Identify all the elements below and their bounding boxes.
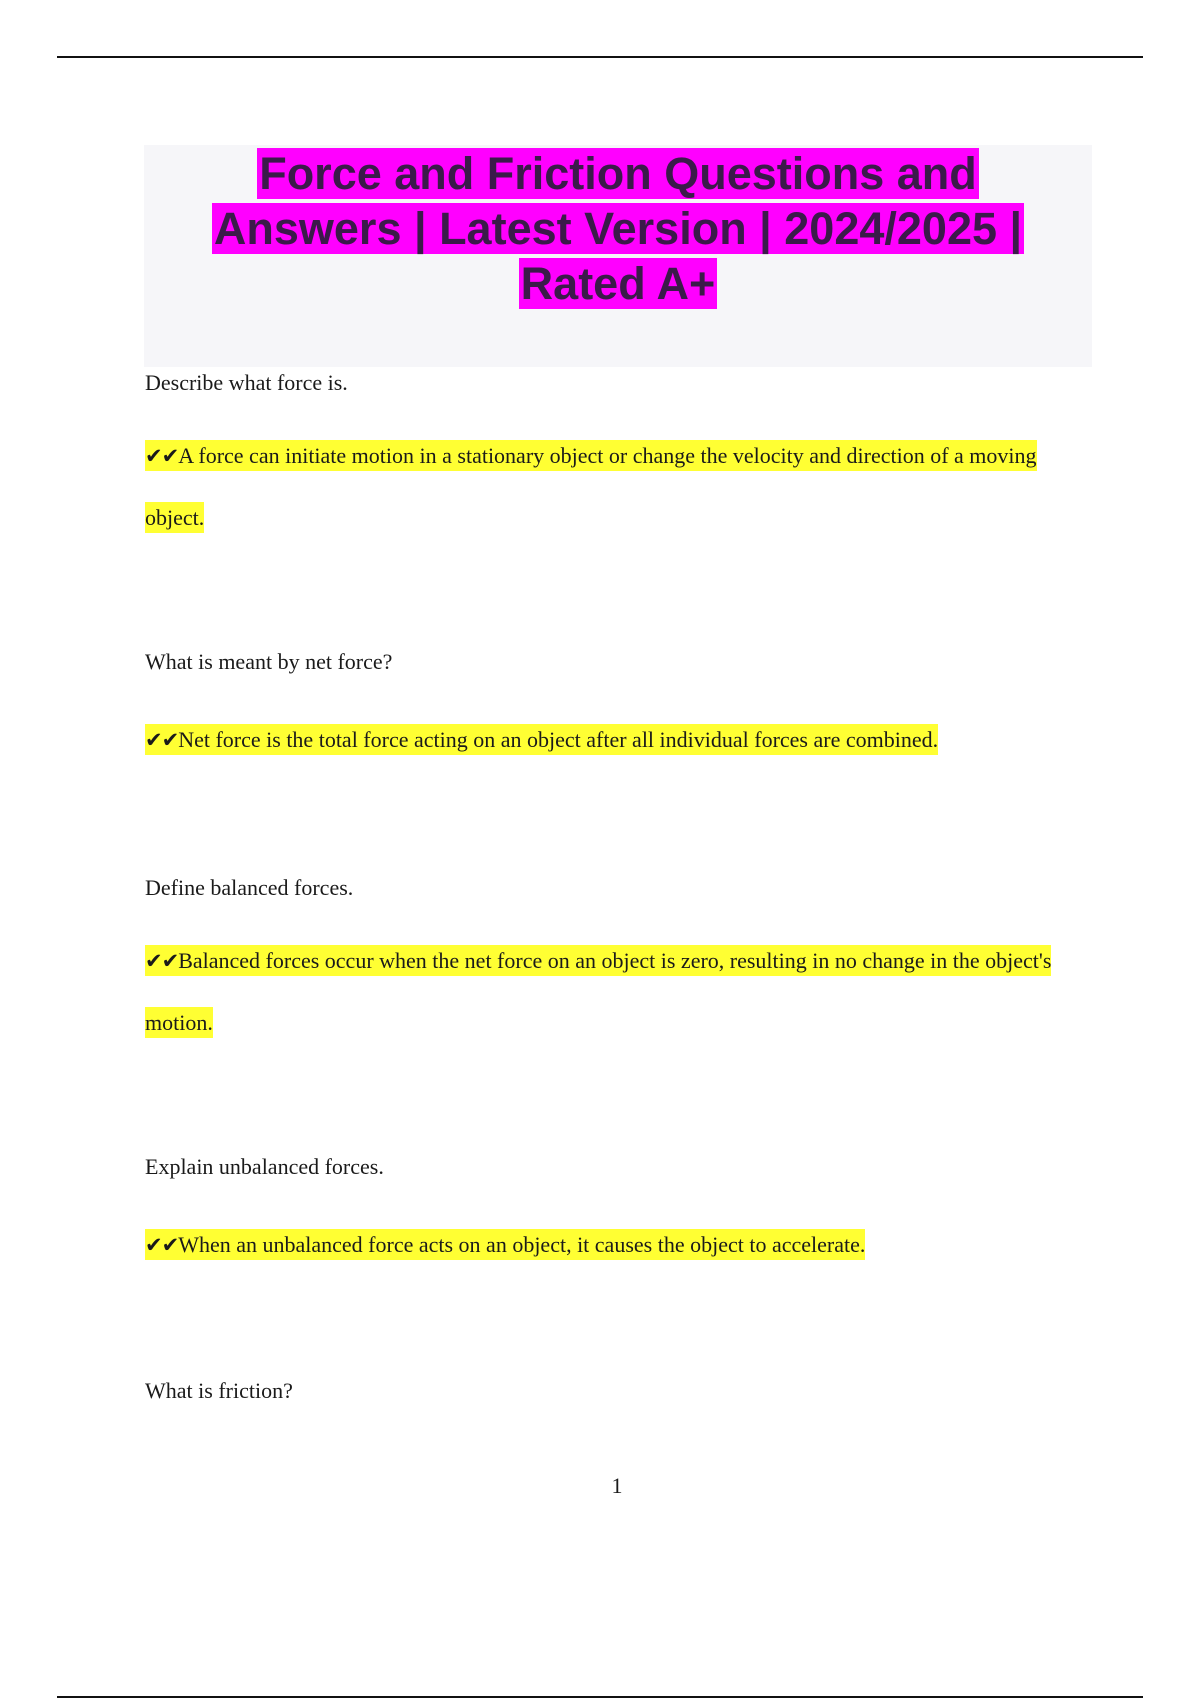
qa-item-4 xyxy=(145,1153,1075,1276)
question-text: What is meant by net force? xyxy=(145,649,393,674)
document-title xyxy=(144,146,1092,311)
answer-text xyxy=(145,425,1075,548)
question-text: Explain unbalanced forces. xyxy=(145,1154,384,1179)
double-check-icon: ✔✔ xyxy=(145,728,179,752)
answer-text xyxy=(145,1214,1075,1276)
answer-highlight: ✔✔Balanced forces occur when the net force on an object is zero, resulting in no change in the object's motion. xyxy=(145,945,1051,1038)
answer-highlight: ✔✔A force can initiate motion in a stationary object or change the velocity and direction of a moving object. xyxy=(145,440,1037,533)
question-text: What is friction? xyxy=(145,1378,293,1403)
answer-text xyxy=(145,930,1075,1053)
double-check-icon: ✔✔ xyxy=(145,1233,179,1257)
bottom-rule xyxy=(57,1696,1143,1698)
answer-highlight: ✔✔Net force is the total force acting on an object after all individual forces are combined. xyxy=(145,724,938,755)
title-line-2: Answers | Latest Version | 2024/2025 | xyxy=(213,203,1023,254)
qa-item-2 xyxy=(145,648,1075,771)
answer-text xyxy=(145,709,1075,771)
title-block xyxy=(144,145,1092,367)
qa-item-5 xyxy=(145,1377,1075,1405)
answer-highlight: ✔✔When an unbalanced force acts on an object, it causes the object to accelerate. xyxy=(145,1229,865,1260)
question-text: Describe what force is. xyxy=(145,370,348,395)
qa-item-3 xyxy=(145,874,1075,1053)
qa-item-1 xyxy=(145,369,1075,548)
double-check-icon: ✔✔ xyxy=(145,444,179,468)
title-line-3: Rated A+ xyxy=(520,258,716,309)
question-text: Define balanced forces. xyxy=(145,875,354,900)
top-rule xyxy=(57,56,1143,58)
title-line-1: Force and Friction Questions and xyxy=(259,148,977,199)
page-number: 1 xyxy=(611,1473,623,1498)
double-check-icon: ✔✔ xyxy=(145,949,179,973)
